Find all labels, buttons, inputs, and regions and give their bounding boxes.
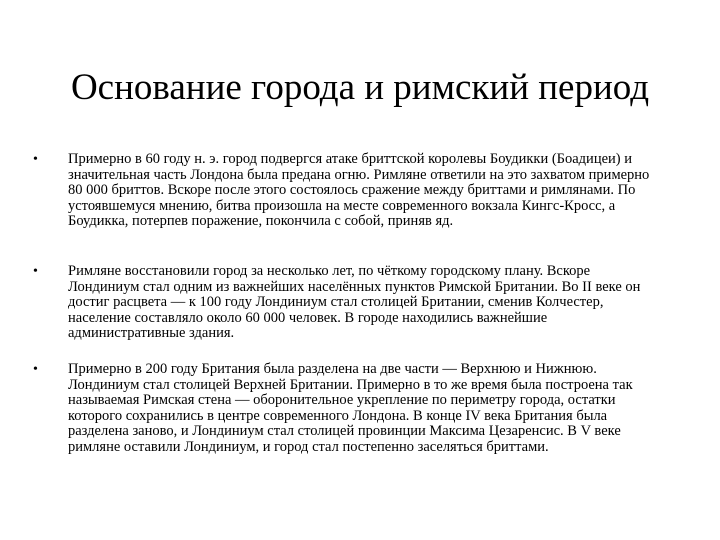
bullet-text: Примерно в 60 году н. э. город подвергся атаке бриттской королевы Боудикки (Боадицеи) и значительная часть Лондона была предана огню. Римляне ответили на это захватом примерно 80 000 бриттов. Вскоре после этого состоялось сражение между бриттами и римлянами. По устоявшемуся мнению, битва произошла на месте современного вокзала Кингс-Кросс, а Боудикка, потерпев поражение, покончила с собой, приняв яд. — [68, 151, 650, 230]
bullet-text: Римляне восстановили город за несколько лет, по чёткому городскому плану. Вскоре Лондиниум стал одним из важнейших населённых пунктов Римской Британии. Во II веке он достиг расцвета — к 100 году Лондиниум стал столицей Британии, сменив Колчестер, население составляло около 60 000 человек. В городе находились важнейшие административные здания. — [68, 263, 641, 342]
bullet-marker: • — [33, 152, 38, 167]
bullet-marker: • — [33, 362, 38, 377]
bullet-marker: • — [33, 264, 38, 279]
slide-title: Основание города и римский период — [70, 67, 650, 108]
bullet-text: Примерно в 200 году Британия была разделена на две части — Верхнюю и Нижнюю. Лондиниум стал столицей Верхней Британии. Примерно в то же время была построена так называемая Римская стена — оборонительное укрепление по периметру города, остатки которого сохранились в центре современного Лондона. В конце IV века Британия была разделена заново, и Лондиниум стал столицей провинции Максима Цезаренсис. В V веке римляне оставили Лондиниум, и город стал постепенно заселяться бриттами. — [68, 361, 633, 455]
